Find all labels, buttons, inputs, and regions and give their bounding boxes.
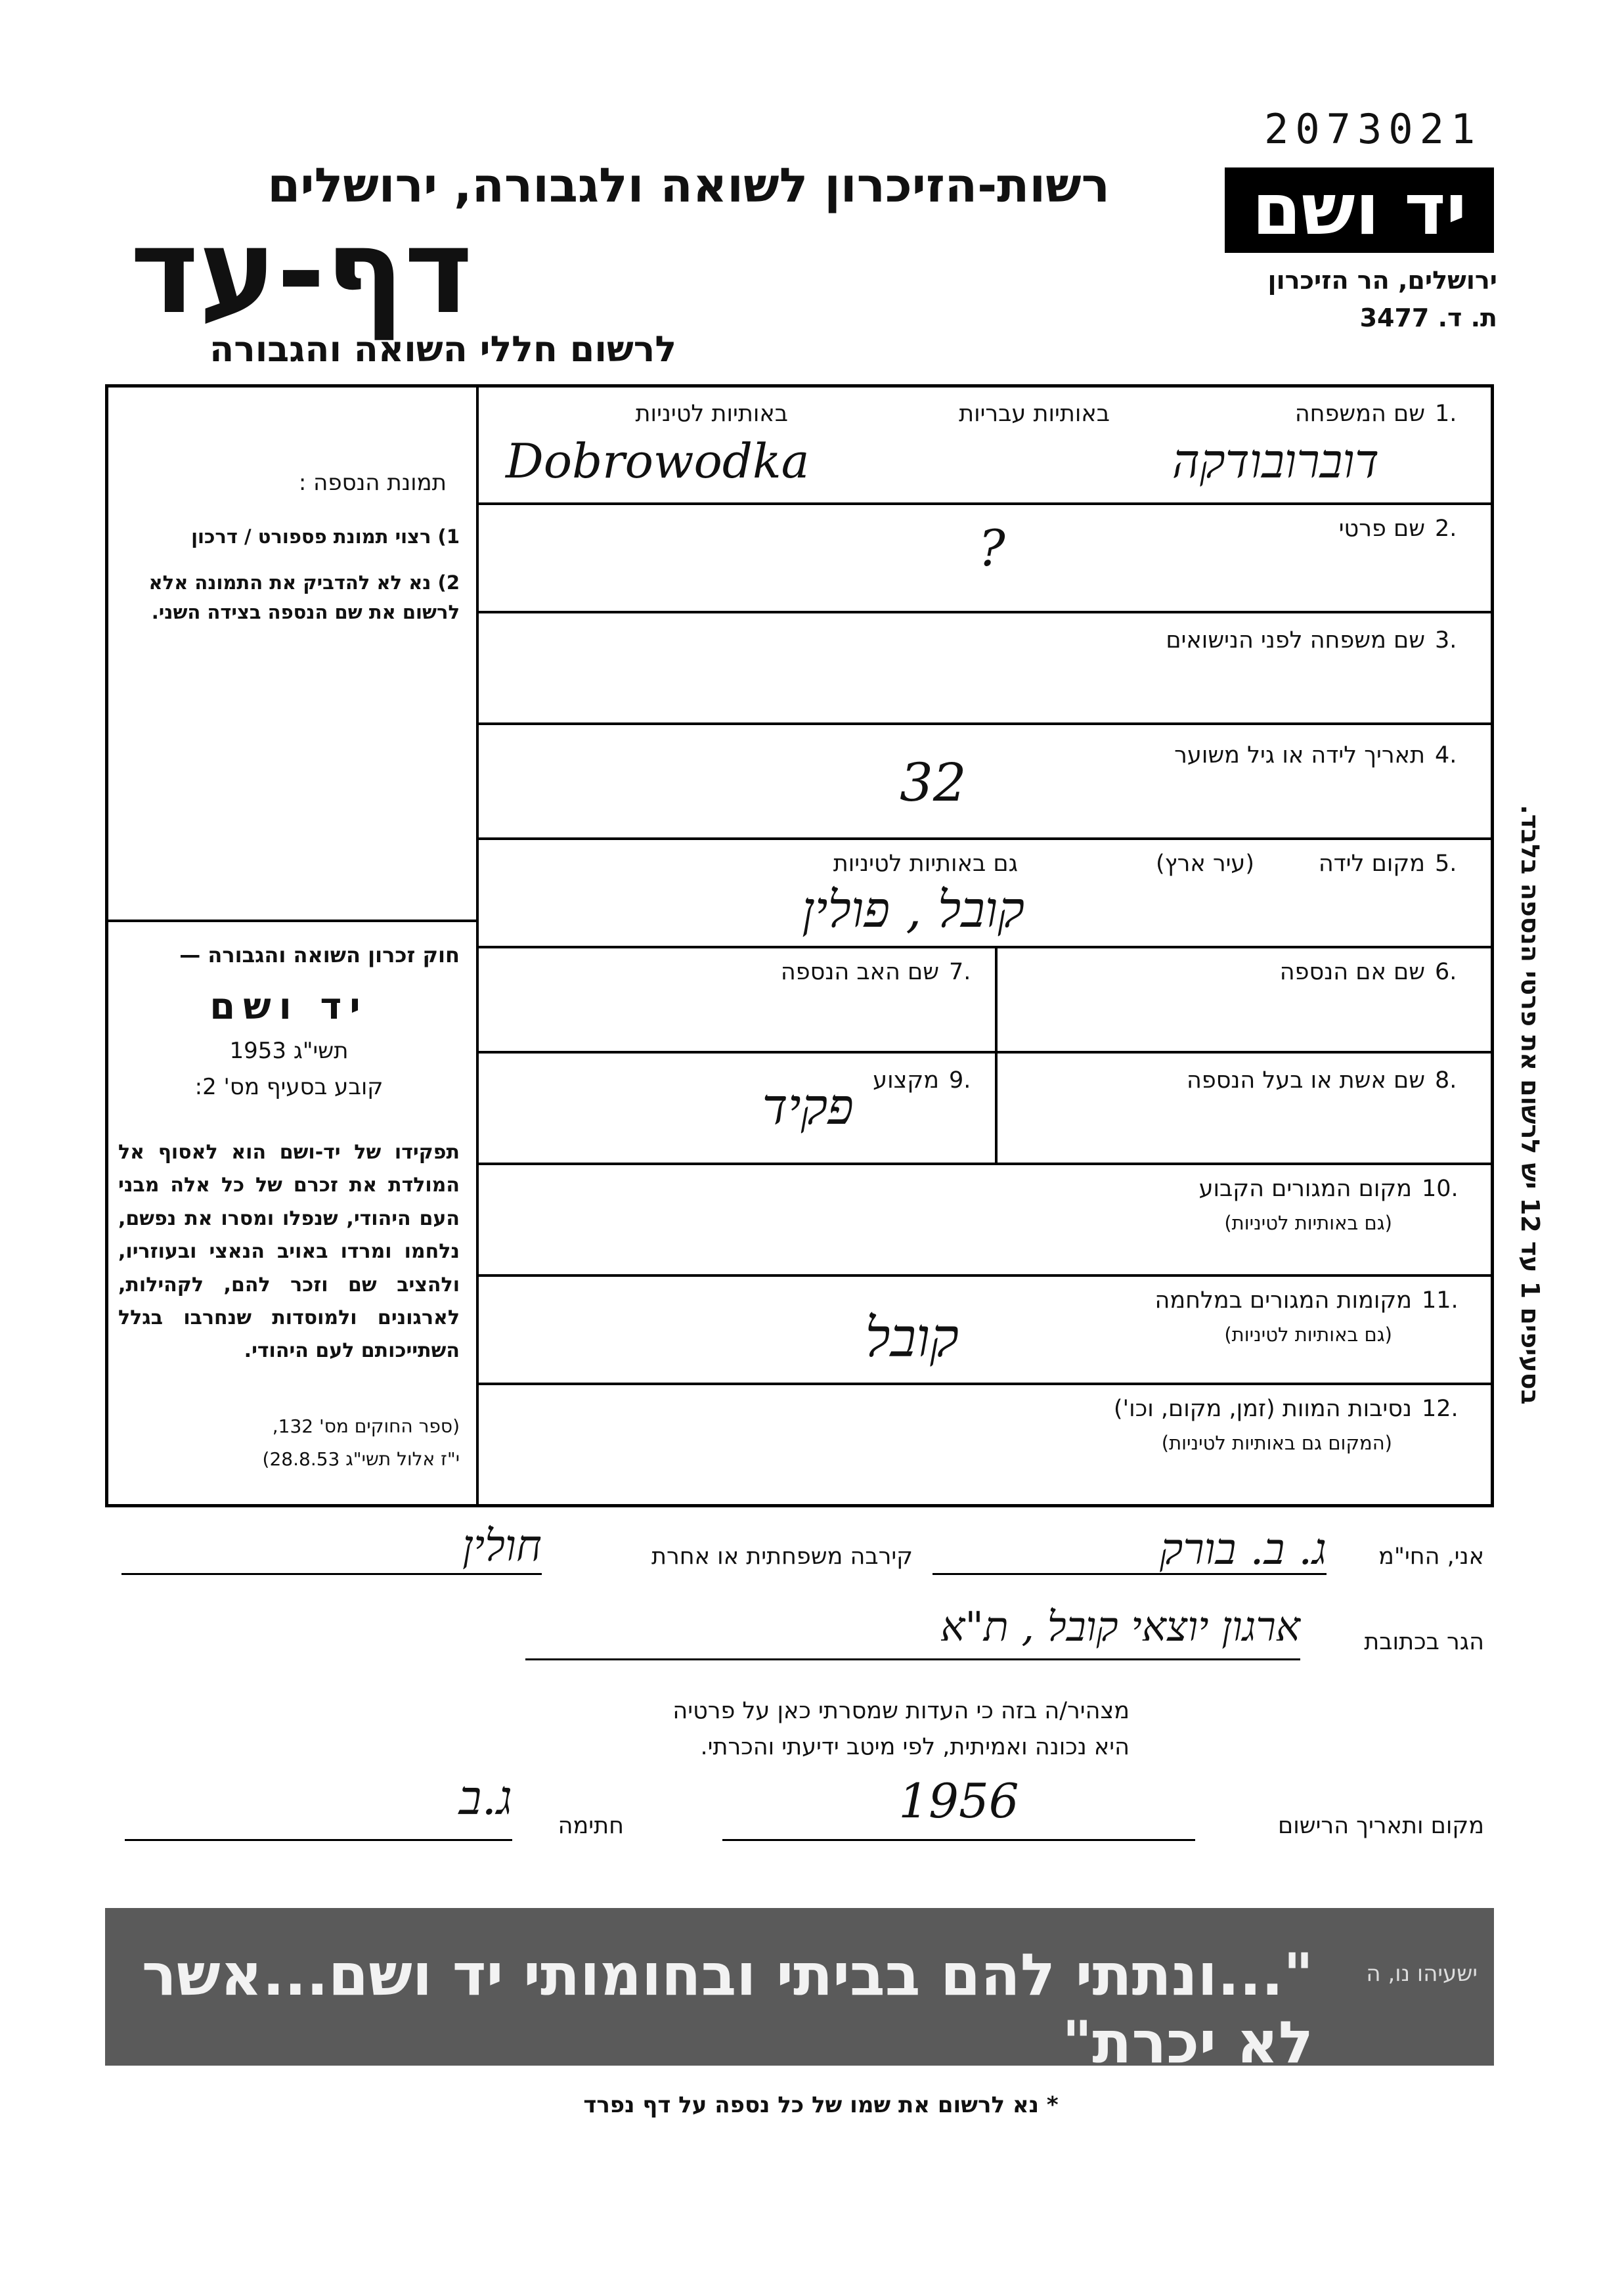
row-divider bbox=[476, 722, 1494, 725]
row-divider bbox=[476, 502, 1494, 505]
field-10-number: 10. bbox=[1422, 1176, 1459, 1202]
declaration-place-date-value[interactable]: 1956 bbox=[898, 1773, 1019, 1829]
declaration-place-date-line bbox=[722, 1839, 1195, 1841]
field-11-label: מקומות המגורים במלחמה bbox=[1154, 1287, 1412, 1314]
field-9-label: מקצוע bbox=[873, 1067, 939, 1094]
row-divider bbox=[476, 837, 1494, 840]
law-text: תפקידו של יד-ושם הוא לאסוף אל המולדת את זכרם של כל אלה מבני העם היהודי, שנפלו ומסרו את נפשם, נלחמו ומרדו באויב הנאצי ובעוזריו, ולהציב שם וזכר להם, לקהילות, לארגונים ולמוסדות שנחרבו בגלל השתייכותם לעם היהודי. bbox=[118, 1141, 460, 1363]
declaration-statement-1: מצהיר/ה בזה כי העדות שמסרתי כאן על פרטיה bbox=[672, 1698, 1130, 1724]
field-11-value[interactable]: קובל bbox=[865, 1307, 959, 1369]
field-4-label: תאריך לידה או גיל משוער bbox=[1174, 742, 1425, 768]
field-1-value-latin[interactable]: Dobrowodka bbox=[506, 433, 810, 489]
declaration-address-label: הגר בכתובת bbox=[1364, 1629, 1484, 1655]
photo-note-2: 2) נא לא להדביק את התמונה אלא לרשום את שם הנספה בצידה השני. bbox=[148, 571, 460, 623]
photo-title: תמונת הנספה : bbox=[298, 470, 447, 496]
form-subtitle: לרשום חללי השואה והגבורה bbox=[209, 328, 676, 370]
law-date: י"ז אלול תשי"ג 28.8.53) bbox=[262, 1448, 460, 1470]
field-4-value[interactable]: 32 bbox=[900, 752, 967, 813]
photo-law-divider bbox=[108, 920, 476, 922]
law-yad-vashem: יד ושם bbox=[209, 985, 368, 1028]
side-note-text: בסעיפים 1 עד 12 יש לרשום את פרטי הנספה בלבד. bbox=[1516, 805, 1545, 1405]
logo-address: ירושלים, הר הזיכרון bbox=[1267, 266, 1497, 295]
declaration-address-value[interactable]: ארגון יוצאי קובל , ת"א bbox=[940, 1603, 1300, 1651]
field-7-number: 7. bbox=[949, 959, 971, 985]
declaration-i-label: אני, החי"מ bbox=[1378, 1543, 1484, 1570]
declaration-signature-value[interactable]: ג.ב bbox=[458, 1770, 512, 1825]
declaration-statement-2: היא נכונה ואמיתית, לפי מיטב ידיעתי והכרתי. bbox=[700, 1734, 1130, 1760]
field-5-number: 5. bbox=[1435, 851, 1457, 877]
law-header: חוק זכרון השואה והגבורה — bbox=[179, 943, 460, 967]
field-6-number: 6. bbox=[1435, 959, 1457, 985]
field-1-value-hebrew[interactable]: דוברובודקה bbox=[1172, 433, 1379, 489]
authority-title: רשות-הזיכרון לשואה ולגבורה, ירושלים bbox=[267, 158, 1110, 213]
declaration-place-date-label: מקום ותאריך הרישום bbox=[1278, 1813, 1484, 1839]
field-9-number: 9. bbox=[949, 1067, 971, 1094]
field-5-value[interactable]: קובל , פולין bbox=[802, 880, 1024, 939]
field-9-value[interactable]: פקיד bbox=[762, 1077, 854, 1136]
field-8-label: שם אשת או בעל הנספה bbox=[1186, 1067, 1425, 1094]
law-section: קובע בסעיף מס' 2: bbox=[194, 1074, 384, 1100]
side-note bbox=[1504, 755, 1556, 1478]
declaration-i-value[interactable]: ג. ב. בורק bbox=[1160, 1524, 1327, 1574]
field-11-note: (גם באותיות לטיניות) bbox=[1224, 1323, 1392, 1346]
yad-vashem-logo: יד ושם bbox=[1225, 167, 1494, 253]
declaration-relation-value[interactable]: חולין bbox=[462, 1520, 542, 1571]
field-2-number: 2. bbox=[1435, 516, 1457, 542]
field-4-number: 4. bbox=[1435, 742, 1457, 768]
form-title: דף-עד bbox=[130, 204, 473, 340]
law-year: תשי"ג 1953 bbox=[229, 1038, 349, 1064]
field-1-sub-hebrew: באותיות עבריות bbox=[959, 401, 1110, 427]
split-divider bbox=[995, 946, 998, 1163]
field-5-sub-latin: גם באותיות לטיניות bbox=[833, 851, 1018, 877]
field-2-value[interactable]: ? bbox=[978, 519, 1005, 577]
field-5-sub: (עיר ארץ) bbox=[1156, 851, 1254, 877]
field-6-label: שם אם הנספה bbox=[1279, 959, 1425, 985]
field-10-note: (גם באותיות לטיניות) bbox=[1224, 1212, 1392, 1234]
row-divider bbox=[476, 611, 1494, 613]
photo-note-1: 1) רצוי תמונת פספורט / דרכון bbox=[191, 525, 460, 548]
field-8-number: 8. bbox=[1435, 1067, 1457, 1094]
banner-source: ישעיהו נו, ה bbox=[1366, 1961, 1478, 1987]
field-1-number: 1. bbox=[1435, 401, 1457, 427]
row-divider bbox=[476, 1051, 1494, 1054]
field-7-label: שם האב הנספה bbox=[780, 959, 939, 985]
declaration-signature-label: חתימה bbox=[558, 1813, 624, 1839]
field-3-label: שם משפחה לפני הנישואים bbox=[1166, 627, 1425, 654]
declaration-relation-label: קירבה משפחתית או אחרת bbox=[651, 1543, 913, 1570]
row-divider bbox=[476, 1383, 1494, 1385]
declaration-address-line bbox=[525, 1658, 1300, 1660]
declaration-signature-line bbox=[125, 1839, 512, 1841]
field-11-number: 11. bbox=[1422, 1287, 1459, 1314]
footnote: * נא לרשום את שמו של כל נספה על דף נפרד bbox=[583, 2092, 1059, 2118]
logo-pobox: ת. ד. 3477 bbox=[1359, 303, 1497, 332]
form-number: 2073021 bbox=[1264, 105, 1482, 153]
field-12-note: (המקום גם באותיות לטיניות) bbox=[1161, 1432, 1392, 1454]
field-1-label: שם המשפחה bbox=[1294, 401, 1425, 427]
banner-quote: "...ונתתי להם בביתי ובחומותי יד ושם...אשר לא יכרת" bbox=[141, 1941, 1313, 2076]
field-1-sub-latin: באותיות לטיניות bbox=[635, 401, 788, 427]
row-divider bbox=[476, 946, 1494, 948]
law-source: (ספר החוקים מס' 132, bbox=[272, 1415, 460, 1437]
field-2-label: שם פרטי bbox=[1338, 516, 1425, 542]
field-5-label: מקום לידה bbox=[1318, 851, 1425, 877]
field-12-label: נסיבות המוות (זמן, מקום, וכו') bbox=[1113, 1396, 1412, 1422]
field-3-number: 3. bbox=[1435, 627, 1457, 654]
row-divider bbox=[476, 1274, 1494, 1277]
field-10-label: מקום המגורים הקבוע bbox=[1198, 1176, 1412, 1202]
row-divider bbox=[476, 1163, 1494, 1165]
field-12-number: 12. bbox=[1422, 1396, 1459, 1422]
declaration-relation-line bbox=[121, 1573, 542, 1575]
